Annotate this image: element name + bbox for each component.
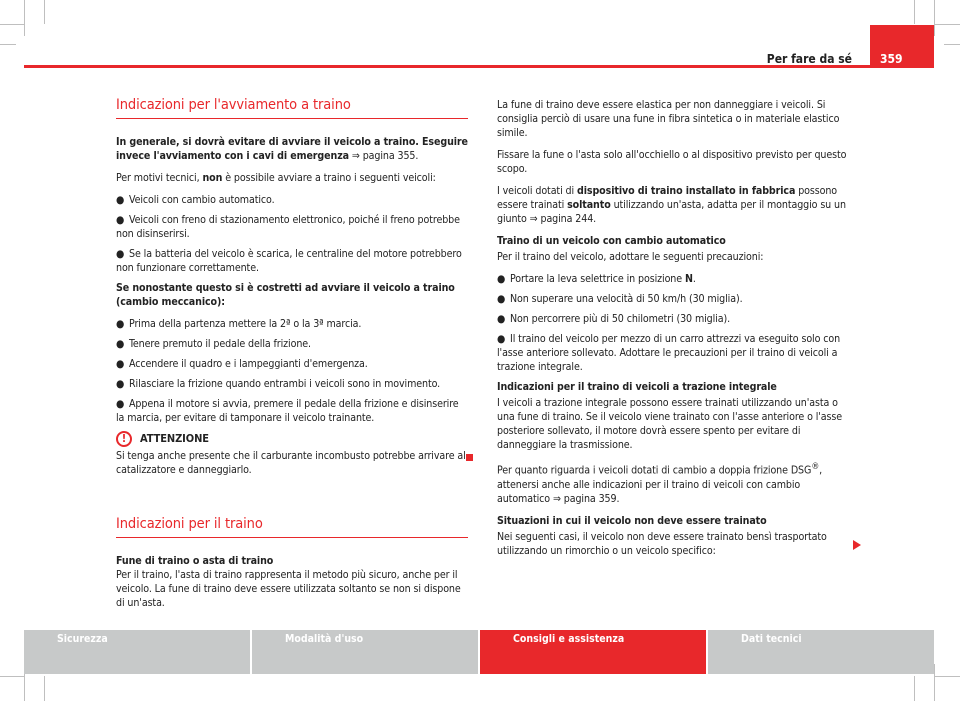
list-item: ● Non superare una velocità di 50 km/h (30 miglia). [497,293,743,305]
list-vehicles [116,193,468,275]
no-tow-text: Nei seguenti casi, il veicolo non deve essere trainato bensì trasportato utilizzando un rimorchio o un veicolo specifico: [497,530,827,557]
tab-tips[interactable]: Consigli e assistenza [480,630,706,674]
auto-heading: Traino di un veicolo con cambio automatico [497,235,726,247]
warning-icon: ! [116,431,132,447]
crop-mark [44,676,45,701]
tab-operation[interactable]: Modalità d'uso [252,630,478,674]
tab-technical-data[interactable]: Dati tecnici [708,630,934,674]
auto-intro: Per il traino del veicolo, adottare le seguenti precauzioni: [497,251,764,263]
crop-mark [934,664,935,701]
tech-bold: non [202,172,223,184]
header-title: Per fare da sé [766,52,852,66]
crop-mark [0,24,24,25]
list-item: ● Rilasciare la frizione quando entrambi i veicoli sono in movimento. [116,378,441,390]
crop-mark [0,44,16,45]
intro-bold: In generale, si dovrà evitare di avviare il veicolo a traino. Eseguire invece l'avviamento con i cavi di emergenza [116,136,468,162]
section-end-mark [466,454,473,461]
tow-text: Per il traino, l'asta di traino rappresenta il metodo più sicuro, anche per il veicolo. La fune di traino deve essere utilizzata soltanto se non si dispone di un'asta. [116,569,461,609]
list-item: ● Se la batteria del veicolo è scarica, le centraline del motore potrebbero non funzionare correttamente. [116,248,462,274]
list-item: ● Veicoli con freno di stazionamento elettronico, poiché il freno potrebbe non disinserirsi. [116,214,460,240]
crop-mark [934,24,960,25]
intro-paragraph [116,135,468,163]
crop-mark [934,0,935,36]
tech-paragraph [116,171,468,185]
forced-heading: Se nonostante questo si è costretti ad avviare il veicolo a traino (cambio meccanico): [116,282,455,308]
page-number: 359 [880,52,903,66]
rope-paragraph: La fune di traino deve essere elastica per non danneggiare i veicoli. Si consiglia perciò di usare una fune in fibra sintetica o in materiale elastico simile. [497,99,840,139]
list-item: ● Tenere premuto il pedale della frizione. [116,338,311,350]
list-item: ● Appena il motore si avvia, premere il pedale della frizione e disinserire la marcia, per evitare di tamponare il veicolo trainante. [116,398,459,424]
section-title-towing: Indicazioni per il traino [116,517,468,538]
no-tow-heading: Situazioni in cui il veicolo non deve essere trainato [497,514,767,527]
warning-header [116,431,468,447]
list-item: ● Il traino del veicolo per mezzo di un carro attrezzi va eseguito solo con l'asse anteriore sollevato. Adottare le precauzioni per il traino di veicoli a trazione integrale. [497,333,841,373]
list-steps [116,317,468,425]
right-column [497,98,852,566]
section-title-start: Indicazioni per l'avviamento a traino [116,98,468,119]
left-column [116,98,468,618]
crop-mark [24,0,25,36]
list-item: ● Accendere il quadro e i lampeggianti d'emergenza. [116,358,368,370]
tab-safety[interactable]: Sicurezza [24,630,250,674]
list-item: ● Non percorrere più di 50 chilometri (30 miglia). [497,313,731,325]
crop-mark [44,0,45,24]
dsg-paragraph: Per quanto riguarda i veicoli dotati di cambio a doppia frizione DSG®, attenersi anche alle indicazioni per il traino di veicoli con cambio automatico ⇒ pagina 359. [497,462,823,505]
tech-post: è possibile avviare a traino i seguenti veicoli: [222,172,436,184]
list-item: ● Portare la leva selettrice in posizione N. [497,273,696,285]
list-auto [497,272,852,374]
crop-mark [934,676,960,677]
list-item: ● Prima della partenza mettere la 2ª o la 3ª marcia. [116,318,362,330]
fix-paragraph: Fissare la fune o l'asta solo all'occhiello o al dispositivo previsto per questo scopo. [497,149,847,175]
hitch-paragraph: I veicoli dotati di dispositivo di traino installato in fabbrica possono essere trainati soltanto utilizzando un'asta, adatta per il montaggio su un giunto ⇒ pagina 244. [497,185,846,225]
crop-mark [914,0,915,24]
footer-tabs [24,630,934,674]
tech-pre: Per motivi tecnici, [116,172,203,184]
awd-heading: Indicazioni per il traino di veicoli a trazione integrale [497,381,777,393]
intro-ref[interactable]: ⇒ pagina 355. [348,150,419,162]
crop-mark [914,676,915,701]
crop-mark [944,44,960,45]
continue-arrow-icon [853,540,861,550]
awd-text: I veicoli a trazione integrale possono essere trainati utilizzando un'asta o una fune di traino. Se il veicolo viene trainato con l'asse anteriore o l'asse posteriore sollevato, il motore dovrà essere spento per evitare di danneggiare la trasmissione. [497,397,843,451]
warning-text: Si tenga anche presente che il carburante incombusto potrebbe arrivare al catalizzatore e danneggiarlo. [116,450,466,476]
warning-title: ATTENZIONE [140,432,209,445]
crop-mark [0,676,24,677]
list-item: ● Veicoli con cambio automatico. [116,194,275,206]
tow-heading: Fune di traino o asta di traino [116,555,274,567]
